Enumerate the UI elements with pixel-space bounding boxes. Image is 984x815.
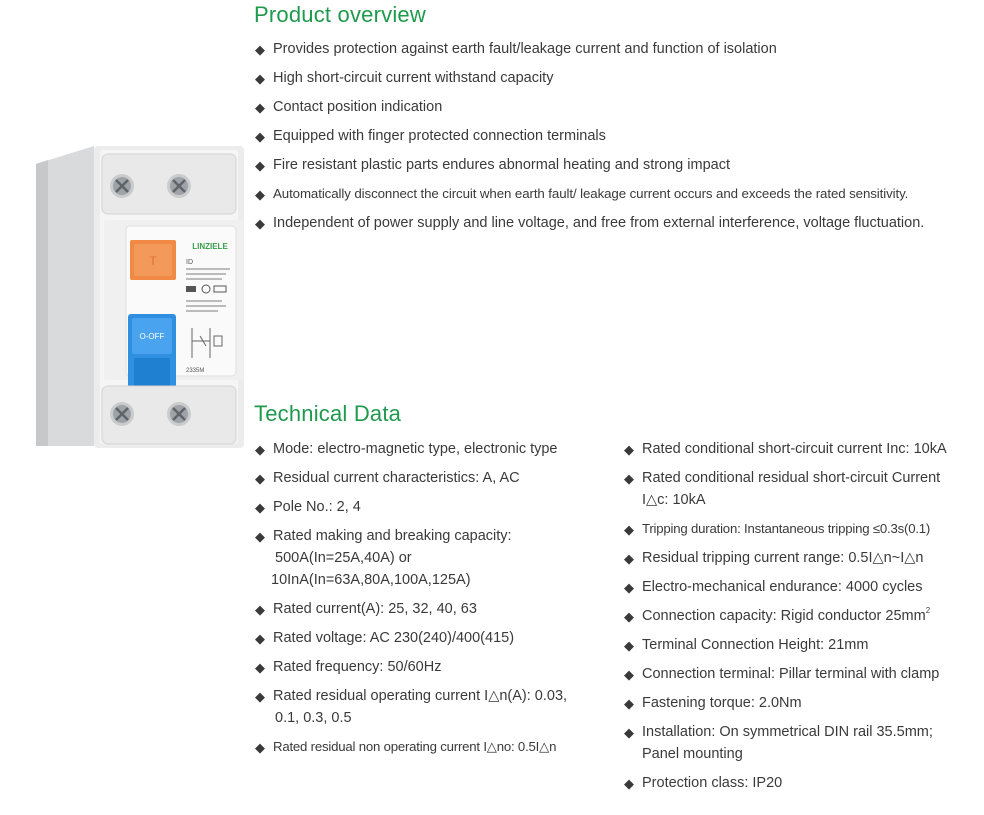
overview-item: ◆ Automatically disconnect the circuit when earth fault/ leakage current occurs and exceeds the rated sensitivity. xyxy=(255,186,909,202)
screw-icon xyxy=(110,174,134,198)
svg-text:T: T xyxy=(149,254,157,268)
diamond-bullet-icon: ◆ xyxy=(624,776,634,791)
diamond-bullet-icon: ◆ xyxy=(255,471,265,486)
diamond-bullet-icon: ◆ xyxy=(255,500,265,515)
product-overview-title: Product overview xyxy=(254,2,426,27)
diamond-bullet-icon: ◆ xyxy=(255,442,265,457)
diamond-bullet-icon: ◆ xyxy=(255,740,265,755)
product-overview-list xyxy=(254,38,974,241)
spec-item: ◆ Rated voltage: AC 230(240)/400(415) xyxy=(255,630,515,646)
spec-item: ◆ Rated current(A): 25, 32, 40, 63 xyxy=(255,601,477,617)
screw-icon xyxy=(167,174,191,198)
technical-data-title: Technical Data xyxy=(254,401,402,426)
diamond-bullet-icon: ◆ xyxy=(255,631,265,646)
spec-item: ◆ Installation: On symmetrical DIN rail 35.5mm; Panel mounting xyxy=(624,724,933,762)
diamond-bullet-icon: ◆ xyxy=(255,689,265,704)
diamond-bullet-icon: ◆ xyxy=(255,187,265,202)
diamond-bullet-icon: ◆ xyxy=(255,660,265,675)
overview-item: ◆ Equipped with finger protected connection terminals xyxy=(255,128,606,144)
diamond-bullet-icon: ◆ xyxy=(255,602,265,617)
spec-item: ◆ Rated residual operating current I△n(A): 0.03, 0.1, 0.3, 0.5 xyxy=(255,688,568,726)
diamond-bullet-icon: ◆ xyxy=(255,129,265,144)
diamond-bullet-icon: ◆ xyxy=(624,638,634,653)
diamond-bullet-icon: ◆ xyxy=(624,442,634,457)
screw-icon xyxy=(110,402,134,426)
spec-item: ◆ Terminal Connection Height: 21mm xyxy=(624,637,869,653)
diamond-bullet-icon: ◆ xyxy=(624,725,634,740)
overview-item: ◆ Independent of power supply and line voltage, and free from external interference, voltage fluctuation. xyxy=(255,215,925,231)
technical-data-right-list xyxy=(623,438,978,801)
spec-item: ◆ Connection terminal: Pillar terminal with clamp xyxy=(624,666,940,682)
spec-item: ◆ Protection class: IP20 xyxy=(624,775,783,791)
diamond-bullet-icon: ◆ xyxy=(255,216,265,231)
overview-item: ◆ Contact position indication xyxy=(255,99,443,115)
svg-text:LINZIELE: LINZIELE xyxy=(192,242,228,251)
spec-item: ◆ Pole No.: 2, 4 xyxy=(255,499,361,515)
spec-item: ◆ Residual tripping current range: 0.5I△n~I△n xyxy=(624,550,924,566)
diamond-bullet-icon: ◆ xyxy=(624,580,634,595)
spec-item: ◆ Tripping duration: Instantaneous tripping ≤0.3s(0.1) xyxy=(624,521,931,537)
spec-item: ◆ Rated conditional residual short-circuit Current I△c: 10kA xyxy=(624,470,941,508)
spec-item: ◆ Rated making and breaking capacity: 500A(In=25A,40A) or 10InA(In=63A,80A,100A,125A) xyxy=(255,528,512,588)
svg-text:ID: ID xyxy=(186,259,193,266)
diamond-bullet-icon: ◆ xyxy=(255,100,265,115)
product-image-rcd xyxy=(34,146,244,448)
spec-item: ◆ Electro-mechanical endurance: 4000 cycles xyxy=(624,579,923,595)
svg-text:2335M: 2335M xyxy=(186,368,205,374)
technical-data-left-list xyxy=(254,438,609,765)
svg-text:O-OFF: O-OFF xyxy=(139,332,165,341)
diamond-bullet-icon: ◆ xyxy=(255,529,265,544)
spec-item: ◆ Connection capacity: Rigid conductor $25mm^2$ xyxy=(624,606,931,624)
diamond-bullet-icon: ◆ xyxy=(624,696,634,711)
diamond-bullet-icon: ◆ xyxy=(255,42,265,57)
diamond-bullet-icon: ◆ xyxy=(255,71,265,86)
spec-item: ◆ Mode: electro-magnetic type, electronic type xyxy=(255,441,558,457)
spec-item: ◆ Rated conditional short-circuit current Inc: 10kA xyxy=(624,441,947,457)
overview-item: ◆ Fire resistant plastic parts endures abnormal heating and strong impact xyxy=(255,157,730,173)
overview-item: ◆ High short-circuit current withstand capacity xyxy=(255,70,554,86)
diamond-bullet-icon: ◆ xyxy=(624,667,634,682)
spec-item: ◆ Rated residual non operating current I△no: 0.5I△n xyxy=(255,739,557,755)
diamond-bullet-icon: ◆ xyxy=(255,158,265,173)
diamond-bullet-icon: ◆ xyxy=(624,522,634,537)
spec-item: ◆ Residual current characteristics: A, AC xyxy=(255,470,520,486)
screw-icon xyxy=(167,402,191,426)
diamond-bullet-icon: ◆ xyxy=(624,609,634,624)
overview-item: ◆ Provides protection against earth fault/leakage current and function of isolation xyxy=(255,41,777,57)
spec-item: ◆ Rated frequency: 50/60Hz xyxy=(255,659,442,675)
diamond-bullet-icon: ◆ xyxy=(624,551,634,566)
spec-item: ◆ Fastening torque: 2.0Nm xyxy=(624,695,802,711)
diamond-bullet-icon: ◆ xyxy=(624,471,634,486)
